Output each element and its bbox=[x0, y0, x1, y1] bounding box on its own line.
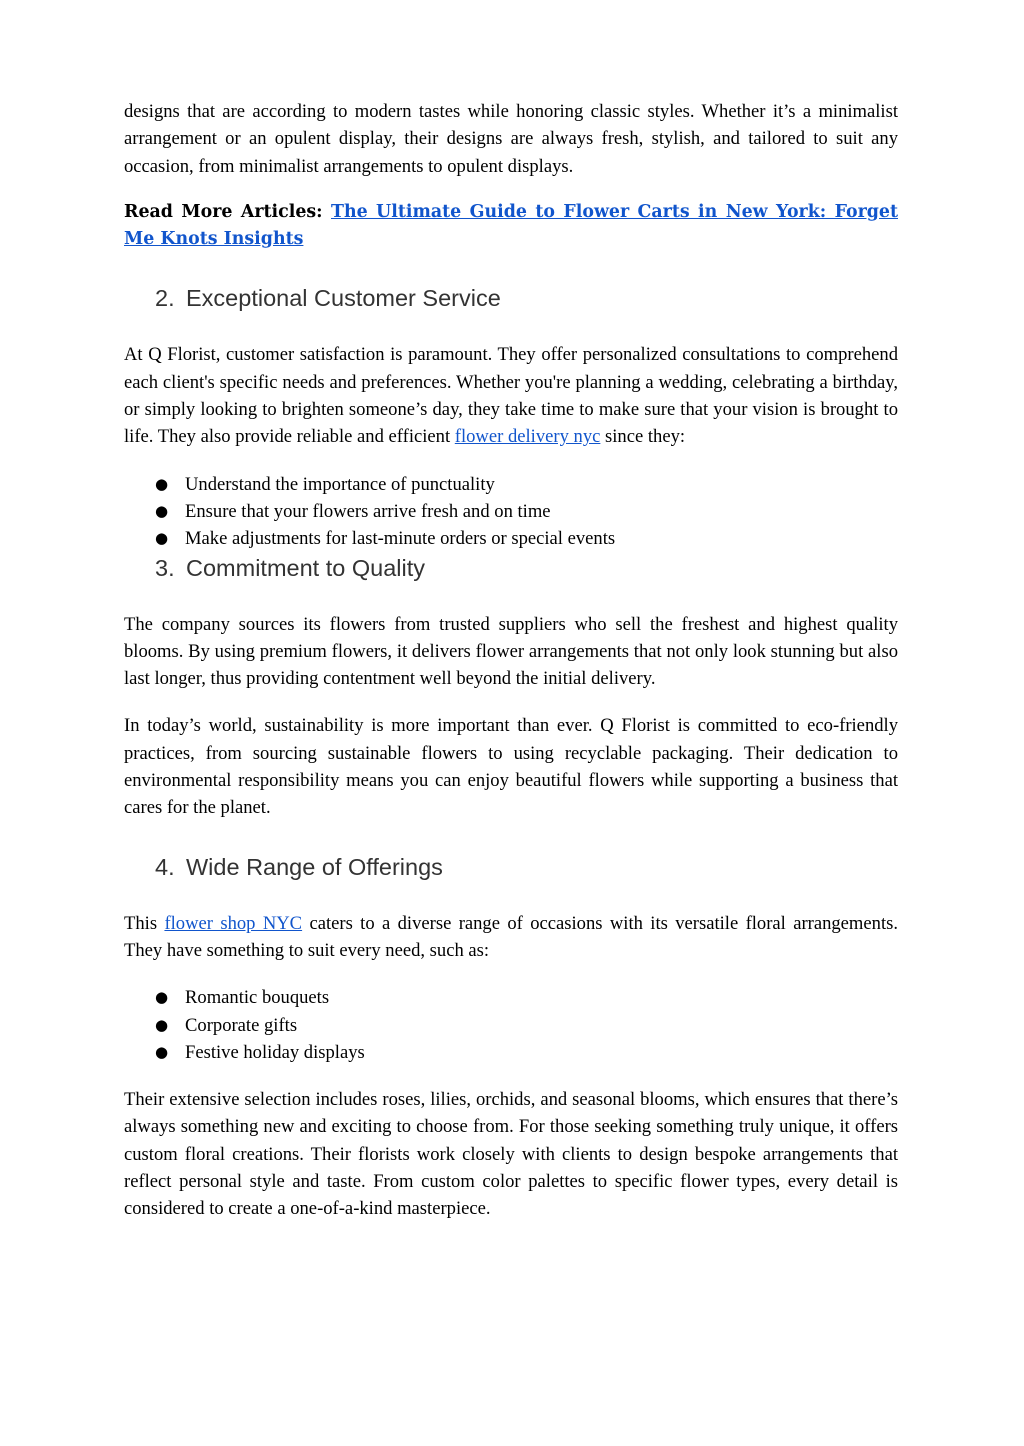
intro-paragraph: designs that are according to modern tastes while honoring classic styles. Whether it’s a minimalist arrangement or an opulent display, their designs are always fresh, stylish, and tailored to suit any occasion, from minimalist arrangements to opulent displays. bbox=[124, 101, 898, 177]
section-2-paragraph bbox=[124, 341, 898, 450]
section-4-title: Wide Range of Offerings bbox=[186, 853, 443, 880]
read-more-link[interactable]: The Ultimate Guide to Flower Carts in New York: Forget Me Knots Insights bbox=[124, 201, 898, 250]
section-2-bullet-list bbox=[124, 471, 898, 553]
read-more-line bbox=[124, 199, 898, 254]
document-page bbox=[124, 98, 898, 1223]
section-2-number: 2. bbox=[155, 285, 175, 312]
section-4-text-before: This bbox=[124, 912, 165, 934]
section-3-paragraph-2: In today’s world, sustainability is more important than ever. Q Florist is committed to eco-friendly practices, from sourcing sustainable flowers to using recyclable packaging. Their dedication to environmental responsibility means you can enjoy beautiful flowers while supporting a business that cares for the planet. bbox=[124, 715, 898, 819]
bullet-icon: ● bbox=[155, 988, 169, 1007]
list-item bbox=[124, 525, 898, 552]
read-more-label: Read More Articles: bbox=[124, 201, 331, 222]
section-2-heading bbox=[124, 283, 898, 313]
flower-shop-nyc-link[interactable]: flower shop NYC bbox=[164, 912, 303, 934]
flower-delivery-nyc-link[interactable]: flower delivery nyc bbox=[454, 426, 601, 448]
list-item bbox=[124, 1039, 898, 1066]
list-item-text: Ensure that your flowers arrive fresh and on time bbox=[185, 500, 551, 522]
section-4-closing-paragraph: Their extensive selection includes roses, lilies, orchids, and seasonal blooms, which ensures that there’s always something new and exciting to choose from. For those seeking something truly unique, it offers custom floral creations. Their florists work closely with clients to design bespoke arrangements that reflect personal style and taste. From custom color palettes to specific flower types, every detail is considered to create a one-of-a-kind masterpiece. bbox=[124, 1089, 898, 1220]
section-4-heading bbox=[124, 852, 898, 882]
section-4-number: 4. bbox=[155, 853, 175, 880]
section-2-text-after: since they: bbox=[600, 426, 686, 448]
list-item-text: Romantic bouquets bbox=[185, 987, 330, 1009]
list-item bbox=[124, 1012, 898, 1039]
section-4-text-after: caters to a diverse range of occasions with its versatile floral arrangements. They have something to suit every need, such as: bbox=[124, 912, 898, 961]
list-item-text: Make adjustments for last-minute orders or special events bbox=[185, 528, 616, 550]
section-4-bullet-list bbox=[124, 984, 898, 1066]
bullet-icon: ● bbox=[155, 529, 169, 548]
list-item-text: Understand the importance of punctuality bbox=[185, 473, 495, 495]
section-3-number: 3. bbox=[155, 554, 175, 581]
section-3-heading bbox=[124, 553, 898, 583]
list-item bbox=[124, 471, 898, 498]
list-item-text: Festive holiday displays bbox=[185, 1041, 365, 1063]
bullet-icon: ● bbox=[155, 501, 169, 520]
section-3-title: Commitment to Quality bbox=[186, 554, 425, 581]
bullet-icon: ● bbox=[155, 474, 169, 493]
list-item bbox=[124, 984, 898, 1011]
section-3-paragraph-1: The company sources its flowers from trusted suppliers who sell the freshest and highest quality blooms. By using premium flowers, it delivers flower arrangements that not only look stunning but also last longer, thus providing contentment well beyond the initial delivery. bbox=[124, 613, 898, 690]
section-4-paragraph bbox=[124, 910, 898, 965]
bullet-icon: ● bbox=[155, 1015, 169, 1034]
bullet-icon: ● bbox=[155, 1042, 169, 1061]
list-item-text: Corporate gifts bbox=[185, 1014, 298, 1036]
section-2-text: At Q Florist, customer satisfaction is paramount. They offer personalized consultations to comprehend each client's specific needs and preferences. Whether you're planning a wedding, celebrating a birthday, or simply looking to brighten someone’s day, they take time to make sure that your vision is brought to life. They also provide reliable and efficient bbox=[124, 344, 898, 448]
section-2-title: Exceptional Customer Service bbox=[186, 285, 501, 312]
list-item bbox=[124, 498, 898, 525]
